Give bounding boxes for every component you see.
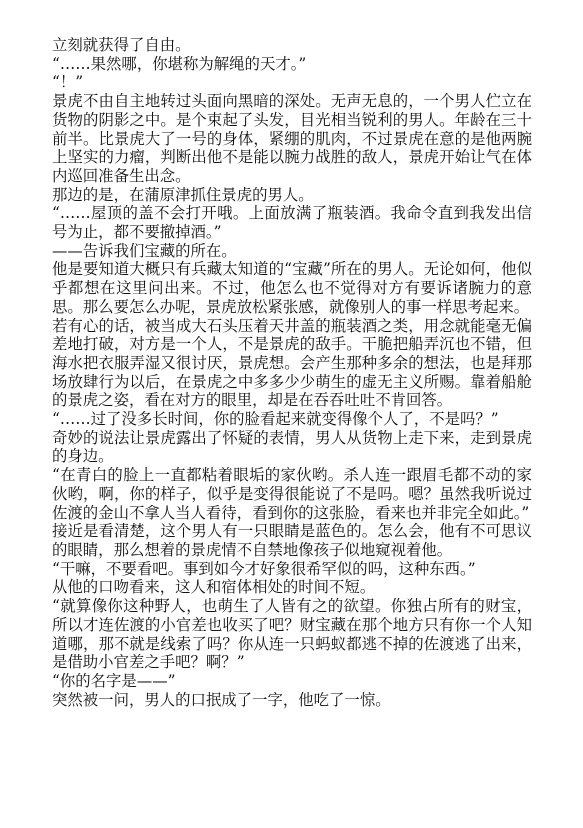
- paragraph: “……果然哪，你堪称为解绳的天才。”: [52, 54, 307, 73]
- paragraph: 从他的口吻看来，这人和宿体相处的时间不短。: [52, 578, 376, 597]
- novel-page: [52, 36, 532, 709]
- paragraph: “……屋顶的盖不会打开哦。上面放满了瓶装酒。我命令直到我发出信号为止，都不要撤掉酒。”: [52, 204, 532, 242]
- paragraph: 那边的是，在蒲原津抓住景虎的男人。: [52, 185, 314, 204]
- paragraph: 景虎不由自主地转过头面向黑暗的深处。无声无息的，一个男人伫立在货物的阴影之中。是个束起了头发，目光相当锐利的男人。年龄在三十前半。比景虎大了一号的身体，紧绷的肌肉，不过景虎在意的是他两腕上坚实的力瘤，判断出他不是能以腕力战胜的敌人，景虎开始让气在体内巡回准备生出念。: [52, 92, 532, 185]
- paragraph: 他是要知道大概只有兵藏太知道的“宝藏”所在的男人。无论如何，他似乎都想在这里问出来。不过，他怎么也不觉得对方有要诉诸腕力的意思。那么要怎么办呢，景虎放松紧张感，就像别人的事一样思考起来。: [52, 260, 532, 316]
- paragraph: “……过了没多长时间，你的脸看起来就变得像个人了，不是吗？”: [52, 410, 499, 429]
- paragraph: “在青白的脸上一直都粘着眼垢的家伙哟。杀人连一跟眉毛都不动的家伙哟，啊，你的样子，似乎是变得很能说了不是吗。嗯？虽然我听说过佐渡的金山不拿人当人看待，看到你的这张脸，看来也并非完全如此。”: [52, 466, 532, 522]
- paragraph: “你的名字是——”: [52, 671, 176, 690]
- paragraph: “干嘛，不要看吧。事到如今才好象很希罕似的吗，这种东西。”: [52, 559, 476, 578]
- paragraph: “就算像你这种野人，也萌生了人皆有之的欲望。你独占所有的财宝，所以才连佐渡的小官差也收买了吧？财宝藏在那个地方只有你一个人知道哪，那不就是线索了吗？你从连一只蚂蚁都逃不掉的佐渡逃了出来，是借助小官差之手吧？啊？”: [52, 597, 532, 672]
- paragraph: 奇妙的说法让景虎露出了怀疑的表情，男人从货物上走下来，走到景虎的身边。: [52, 428, 532, 466]
- paragraph: “！”: [52, 73, 84, 92]
- paragraph: 突然被一问，男人的口抿成了一字，他吃了一惊。: [52, 690, 391, 709]
- paragraph: 若有心的话，被当成大石头压着天井盖的瓶装酒之类，用念就能毫无偏差地打破，对方是一个人，不是景虎的敌手。干脆把船弄沉也不错，但海水把衣服弄湿又很讨厌，景虎想。会产生那种多余的想法，也是拜那场放肆行为以后，在景虎之中多多少少萌生的虚无主义所赐。靠着船舱的景虎之姿，看在对方的眼里，却是在吞吞吐吐不肯回答。: [52, 316, 532, 410]
- paragraph: 立刻就获得了自由。: [52, 36, 191, 54]
- paragraph: 接近是看清楚，这个男人有一只眼睛是蓝色的。怎么会，他有不可思议的眼睛，那么想着的景虎情不自禁地像孩子似地窥视着他。: [52, 522, 532, 559]
- paragraph: ——告诉我们宝藏的所在。: [52, 241, 237, 260]
